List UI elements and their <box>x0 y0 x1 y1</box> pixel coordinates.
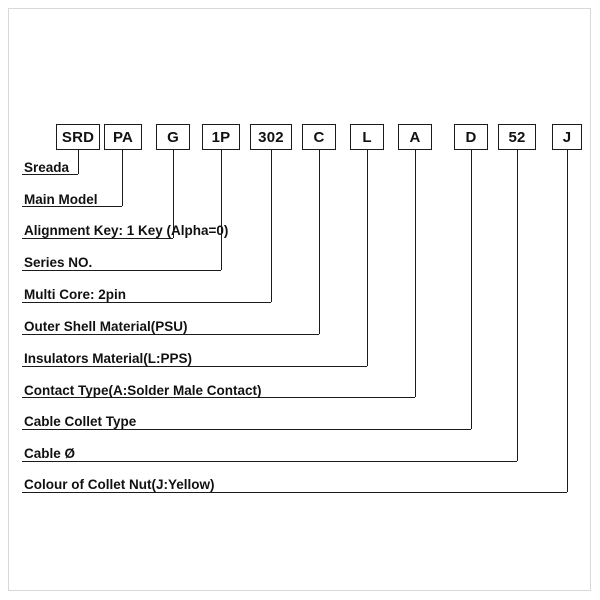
description-label-11: Colour of Collet Nut(J:Yellow) <box>24 477 215 492</box>
code-segment-10: 52 <box>498 124 536 150</box>
description-label-10: Cable Ø <box>24 446 76 461</box>
leader-vertical-4 <box>221 150 222 270</box>
code-segment-4: 1P <box>202 124 240 150</box>
leader-horizontal-5 <box>22 302 271 303</box>
leader-vertical-1 <box>78 150 79 174</box>
description-label-3: Alignment Key: 1 Key (Alpha=0) <box>24 223 229 238</box>
code-segment-3: G <box>156 124 190 150</box>
description-label-1: Sreada <box>24 160 70 175</box>
code-segment-5: 302 <box>250 124 292 150</box>
leader-vertical-5 <box>271 150 272 302</box>
description-label-9: Cable Collet Type <box>24 414 137 429</box>
leader-horizontal-7 <box>22 366 367 367</box>
description-label-6: Outer Shell Material(PSU) <box>24 319 188 334</box>
code-segment-11: J <box>552 124 582 150</box>
leader-vertical-6 <box>319 150 320 334</box>
description-label-8: Contact Type(A:Solder Male Contact) <box>24 383 262 398</box>
leader-horizontal-3 <box>22 238 173 239</box>
leader-vertical-10 <box>517 150 518 461</box>
leader-vertical-7 <box>367 150 368 366</box>
description-label-4: Series NO. <box>24 255 93 270</box>
leader-horizontal-11 <box>22 492 567 493</box>
code-segment-2: PA <box>104 124 142 150</box>
code-segment-9: D <box>454 124 488 150</box>
code-segment-1: SRD <box>56 124 100 150</box>
leader-vertical-11 <box>567 150 568 492</box>
code-segment-6: C <box>302 124 336 150</box>
description-label-7: Insulators Material(L:PPS) <box>24 351 193 366</box>
leader-horizontal-9 <box>22 429 471 430</box>
description-label-2: Main Model <box>24 192 98 207</box>
leader-horizontal-6 <box>22 334 319 335</box>
leader-vertical-2 <box>122 150 123 206</box>
leader-horizontal-10 <box>22 461 517 462</box>
leader-vertical-8 <box>415 150 416 397</box>
leader-horizontal-4 <box>22 270 221 271</box>
description-label-5: Multi Core: 2pin <box>24 287 126 302</box>
code-segment-8: A <box>398 124 432 150</box>
code-segment-7: L <box>350 124 384 150</box>
leader-vertical-9 <box>471 150 472 429</box>
